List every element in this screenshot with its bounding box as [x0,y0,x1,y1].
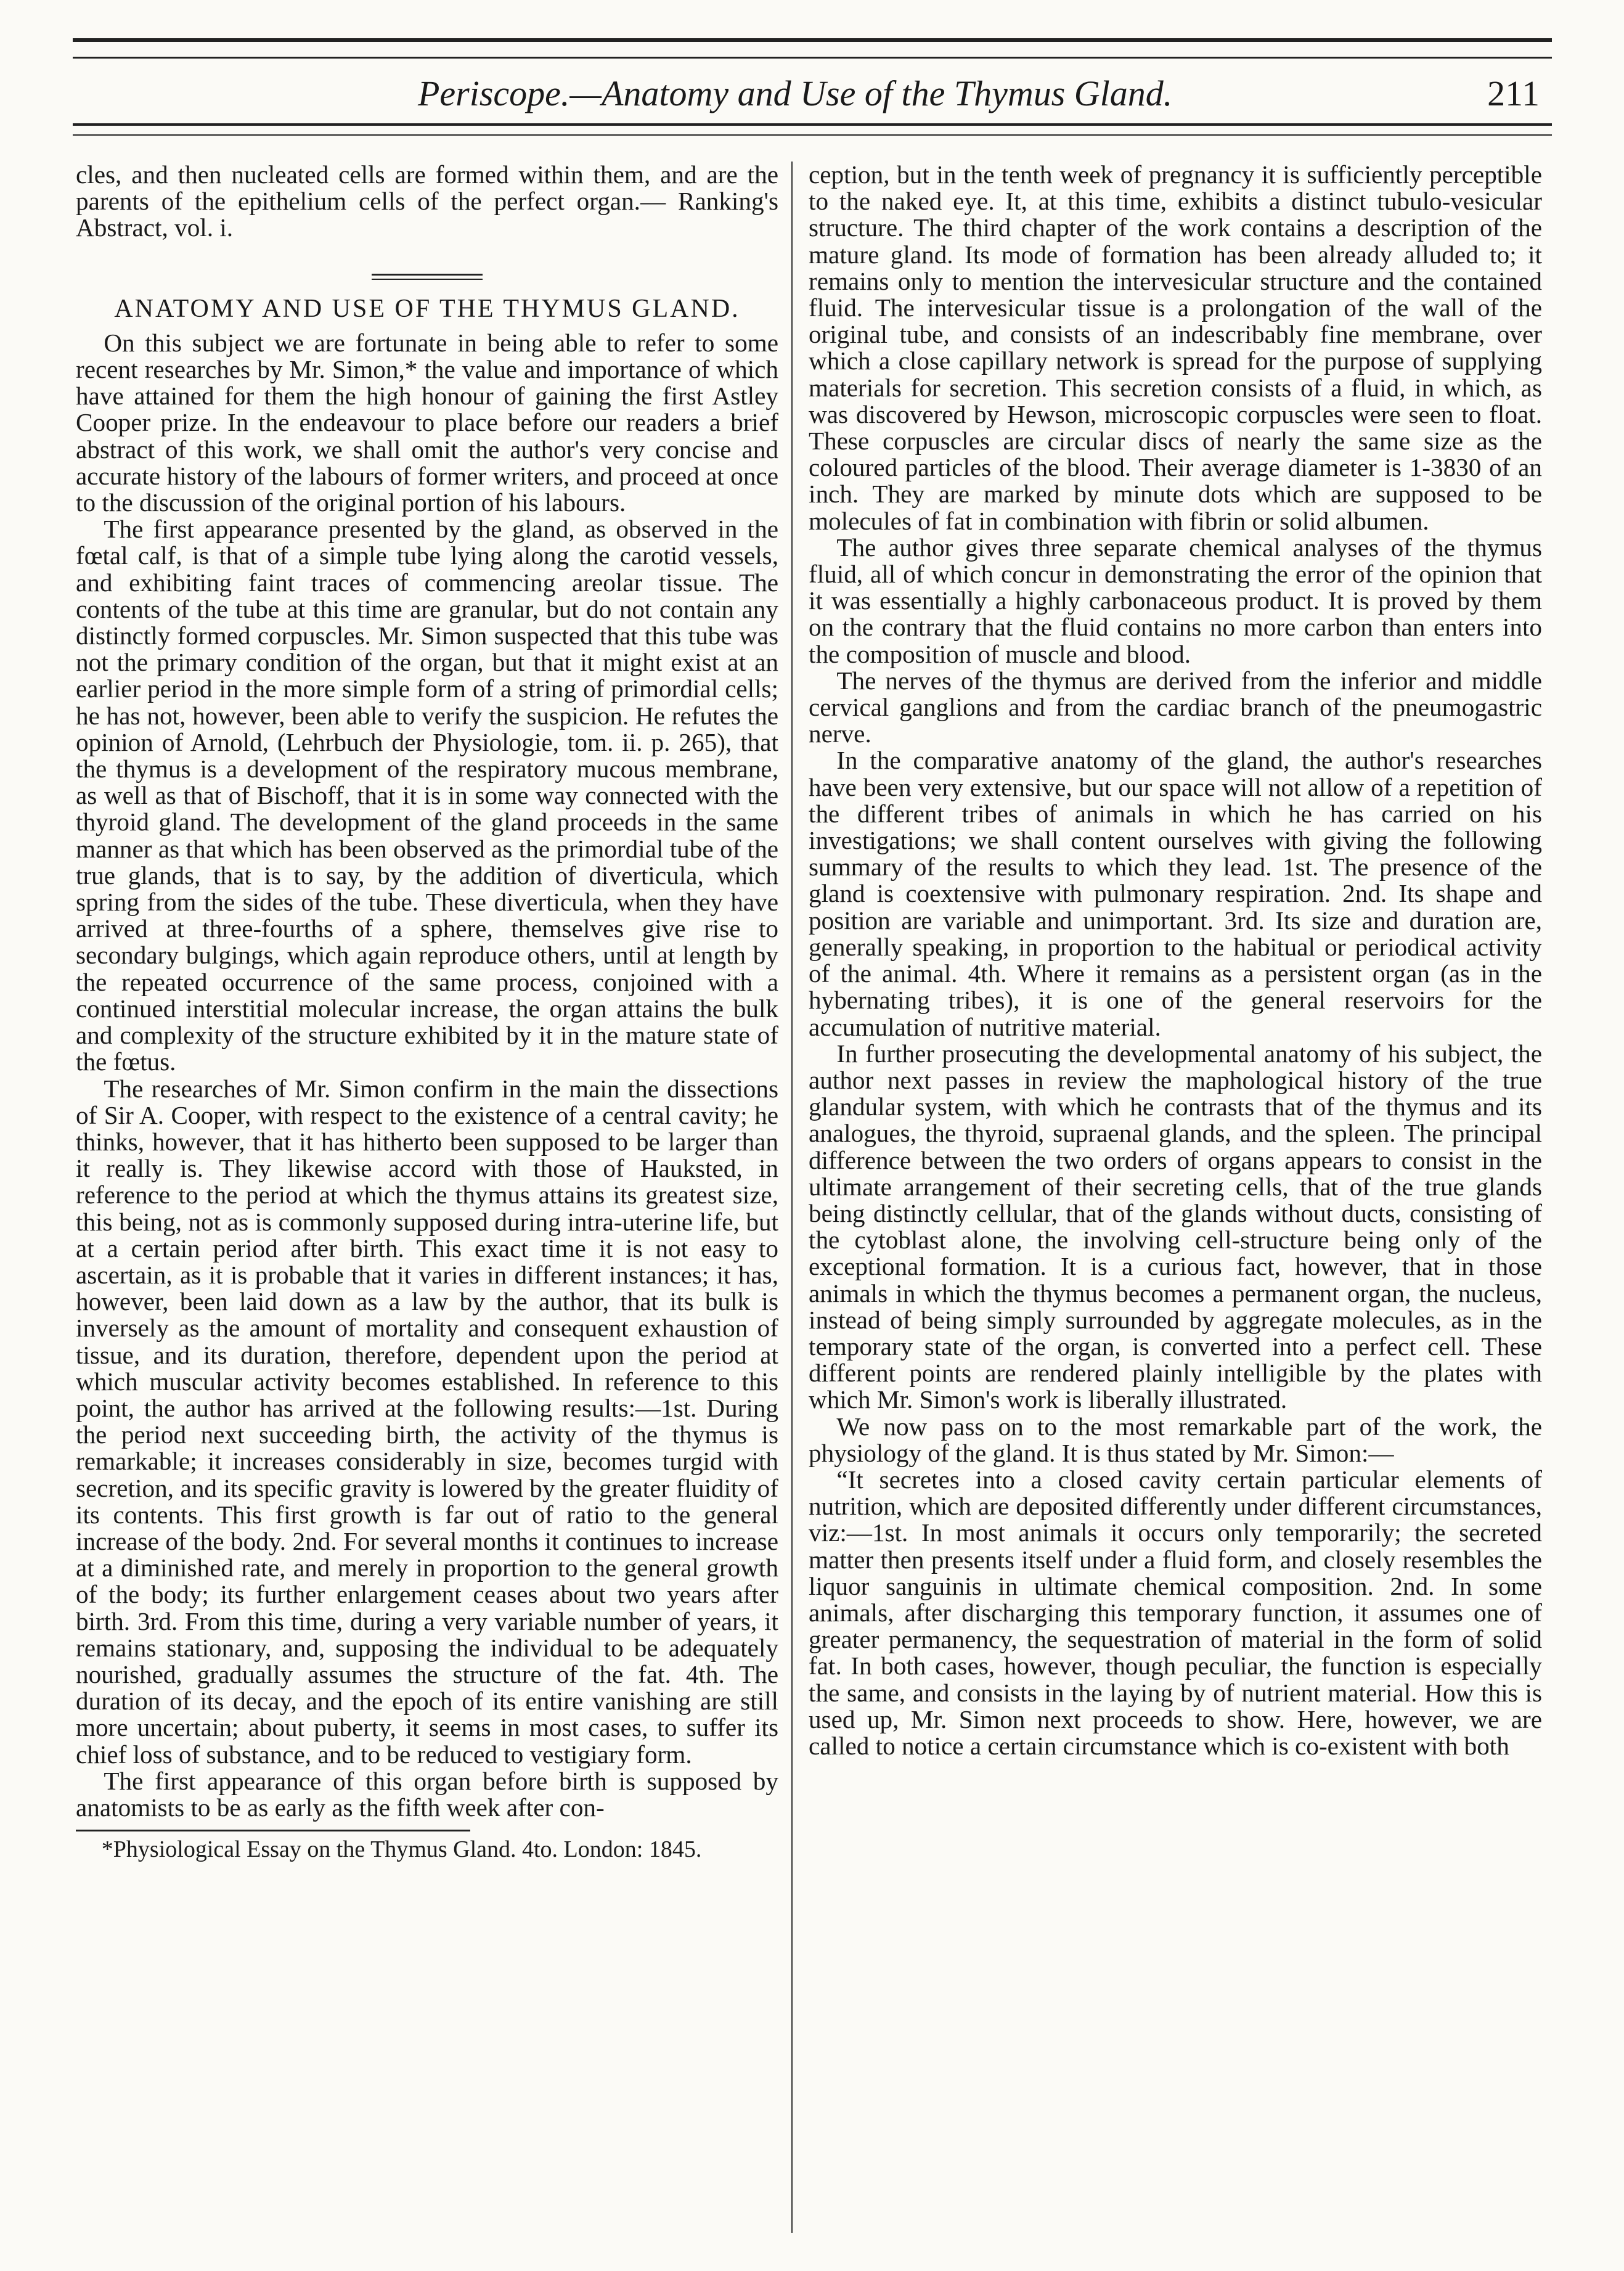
paragraph: The first appearance of this organ before birth is supposed by anatomists to be as early as the fifth week after con- [76,1766,778,1822]
section-title: ANATOMY AND USE OF THE THYMUS GLAND. [76,274,778,322]
continuation-paragraph: cles, and then nucleated cells are formed within them, and are the parents of the epithelium cells of the perfect organ.— Ranking's Abstract, vol. i. [76,160,778,242]
right-column [809,162,1542,1759]
footnote-rule [76,1830,470,1831]
quoted-paragraph: “It secretes into a closed cavity certain particular elements of nutrition, which are deposited differently under different circumstances, viz:—1st. In most animals it occurs only temporarily; the secreted matter then presents itself under a fluid form, and closely resembles the liquor sanguinis in ultimate chemical composition. 2nd. In some animals, after discharging this temporary function, it assumes one of greater permanency, the sequestration of material in the form of solid fat. In both cases, however, though peculiar, the function is especially the same, and consists in the laying by of nutrient material. How this is used up, Mr. Simon next proceeds to show. Here, however, we are called to notice a certain circumstance which is co-existent with both [809,1465,1542,1760]
paragraph: In the comparative anatomy of the gland, the author's researches have been very extensive, but our space will not allow of a repetition of the different tribes of animals in which he has carried on his investigations; we shall content ourselves with giving the following summary of the results to which they lead. 1st. The presence of the gland is coextensive with pulmonary respiration. 2nd. Its shape and position are variable and unimportant. 3rd. Its size and duration are, generally speaking, in proportion to the habitual or periodical activity of the animal. 4th. Where it remains as a persistent organ (as in the hybernating tribes), it is one of the general reservoirs for the accumulation of nutritive material. [809,746,1542,1041]
paragraph: On this subject we are fortunate in being able to refer to some recent researches by Mr. Simon,* the value and importance of which have attained for them the high honour of gaining the first Astley Cooper prize. In the endeavour to place before our readers a brief abstract of this work, we shall omit the author's very concise and accurate history of the labours of former writers, and proceed at once to the discussion of the original portion of his labours. [76,328,778,517]
paragraph: The first appearance presented by the gland, as observed in the fœtal calf, is that of a simple tube lying along the carotid vessels, and exhibiting faint traces of commencing areolar tissue. The contents of the tube at this time are granular, but do not contain any distinctly formed corpuscles. Mr. Simon suspected that this tube was not the primary condition of the organ, but that it might exist at an earlier period in the more simple form of a string of primordial cells; he has not, however, been able to verify the suspicion. He refutes the opinion of Arnold, (Lehrbuch der Physiologie, tom. ii. p. 265), that the thymus is a development of the respiratory mucous membrane, as well as that of Bischoff, that it is in some way connected with the thyroid gland. The development of the gland proceeds in the same manner as that which has been observed as the primordial tube of the true glands, that is to say, by the addition of diverticula, which spring from the sides of the tube. These diverticula, when they have arrived at three-fourths of a sphere, themselves give rise to secondary bulgings, which again reproduce others, until at length by the repeated occurrence of the same process, conjoined with a continued interstitial molecular increase, the organ attains the bulk and complexity of the structure exhibited by it in the mature state of the fœtus. [76,515,778,1076]
running-title: Periscope.—Anatomy and Use of the Thymus Gland. [418,73,1173,113]
paragraph: In further prosecuting the developmental anatomy of his subject, the author next passes in review the maphological history of the true glandular system, with which he contrasts that of the thymus and its analogues, the thyroid, supraenal glands, and the spleen. The principal difference between the two orders of organs appears to consist in the ultimate arrangement of their secreting cells, that of the true glands being distinctly cellular, that of the glands without ducts, consisting of the cytoblast alone, the involving cell-structure being only of the exceptional formation. It is a curious fact, however, that in those animals in which the thymus becomes a permanent organ, the nucleus, instead of being simply surrounded by aggregate molecules, as in the temporary state of the organ, is converted into a perfect cell. These different points are rendered plainly intelligible by the plates with which Mr. Simon's work is liberally illustrated. [809,1039,1542,1414]
paragraph: We now pass on to the most remarkable part of the work, the physiology of the gland. It is thus stated by Mr. Simon:— [809,1412,1542,1467]
column-divider [791,162,793,2233]
paragraph: The researches of Mr. Simon confirm in the main the dissections of Sir A. Cooper, with respect to the existence of a central cavity; he thinks, however, that it has hitherto been supposed to be larger than it really is. They likewise accord with those of Hauksted, in reference to the period at which the thymus attains its greatest size, this being, not as is commonly supposed during intra-uterine life, but at a certain period after birth. This exact time it is not easy to ascertain, as it is probable that it varies in different instances; it has, however, been laid down as a law by the author, that its bulk is inversely as the amount of mortality and consequent exhaustion of tissue, and its duration, therefore, dependent upon the period at which muscular activity becomes established. In reference to this point, the author has arrived at the following results:—1st. During the period next succeeding birth, the activity of the thymus is remarkable; it increases considerably in size, becomes turgid with secretion, and its specific gravity is lowered by the greater fluidity of its contents. This first growth is far out of ratio to the general increase of the body. 2nd. For several months it continues to increase at a diminished rate, and merely in proportion to the general growth of the body; its further enlargement ceases about two years after birth. 3rd. From this time, during a very variable number of years, it remains stationary, and, supposing the individual to be adequately nourished, gradually assumes the structure of the fat. 4th. The duration of its decay, and the epoch of its entire vanishing are still more uncertain; about puberty, it seems in most cases, to suffer its chief loss of substance, and to be reduced to vestigiary form. [76,1074,778,1769]
paragraph: ception, but in the tenth week of pregnancy it is sufficiently perceptible to the naked eye. It, at this time, exhibits a distinct tubulo-vesicular structure. The third chapter of the work contains a description of the mature gland. Its mode of formation has been already alluded to; it remains only to mention the intervesicular structure and the contained fluid. The intervesicular tissue is a prolongation of the wall of the original tube, and consists of an indescribably fine membrane, over which a close capillary network is spread for the purpose of supplying materials for secretion. This secretion consists of a fluid, in which, as was discovered by Hewson, microscopic corpuscles were seen to float. These corpuscles are circular discs of nearly the same size as the coloured particles of the blood. Their average diameter is 1-3830 of an inch. They are marked by minute dots which are supposed to be molecules of fat in combination with fibrin or solid albumen. [809,160,1542,535]
top-border-rule [73,38,1552,59]
paragraph: The nerves of the thymus are derived from the inferior and middle cervical ganglions and from the cardiac branch of the pneumogastric nerve. [809,666,1542,748]
page-number: 211 [1487,73,1540,113]
header-rule [73,123,1552,136]
footnote: *Physiological Essay on the Thymus Gland. 4to. London: 1845. [101,1836,702,1863]
left-column [76,162,778,1862]
paragraph: The author gives three separate chemical analyses of the thymus fluid, all of which concur in demonstrating the error of the opinion that it was essentially a highly carbonaceous product. It is proved by them on the contrary that the fluid contains no more carbon than enters into the composition of muscle and blood. [809,533,1542,668]
running-header [73,69,1552,118]
